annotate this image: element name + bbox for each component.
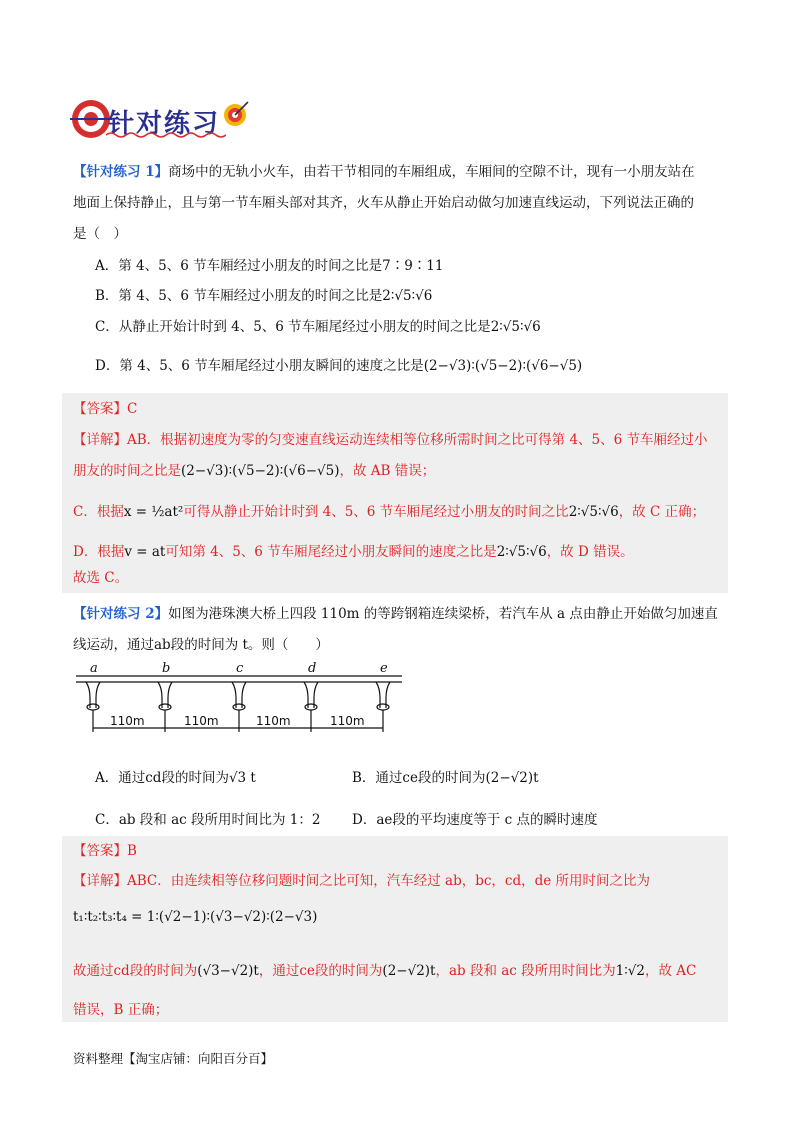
a2-answer-line — [73, 842, 137, 860]
a2-detail-line2: t₁∶t₂∶t₃∶t₄ = 1∶(√2−1)∶(√3−√2)∶(2−√3) — [73, 909, 318, 925]
a1-answer: C — [127, 401, 138, 417]
q1-option-a: A．第 4、5、6 节车厢经过小朋友的时间之比是7∶9∶11 — [95, 258, 444, 274]
a2-d3-mid2: ，ab 段和 ac 段所用时间比为 — [435, 963, 616, 979]
footer-source: 资料整理【淘宝店铺：向阳百分百】 — [73, 1051, 274, 1066]
q1-tag: 【针对练习 1】 — [73, 164, 169, 180]
a1-d3-mid: 可得从静止开始计时到 4、5、6 节车厢尾经过小朋友的时间之比 — [183, 504, 569, 520]
a1-detail-line2 — [73, 462, 435, 480]
span-label-bc: 110m — [184, 714, 219, 728]
q2-tag: 【针对练习 2】 — [73, 606, 169, 622]
q1-line3: 是（ ） — [73, 226, 127, 242]
a2-d3-m3: 1∶√2 — [615, 963, 645, 979]
a2-d3-pre: 故通过cd段的时间为 — [73, 963, 198, 979]
a1-detail-line3 — [73, 503, 705, 521]
pier-a — [86, 682, 100, 710]
a1-d4-pre: D．根据 — [73, 544, 125, 560]
a1-d3-post: ，故 C 正确； — [618, 504, 706, 520]
bridge-diagram — [72, 658, 412, 736]
q2-option-a: A．通过cd段的时间为√3 t — [95, 770, 256, 786]
point-label-e: e — [380, 661, 388, 676]
q1-text1: 商场中的无轨小火车，由若干节相同的车厢组成，车厢间的空隙不计，现有一小朋友站在 — [168, 164, 695, 180]
q1-option-b-text: B．第 4、5、6 节车厢经过小朋友的时间之比是 — [95, 288, 383, 304]
q1-line1 — [73, 163, 695, 181]
a1-answer-line — [73, 400, 137, 418]
a1-d3-math: 2∶√5∶√6 — [568, 504, 619, 520]
q2-line1 — [73, 605, 718, 623]
answer-box-2 — [62, 836, 728, 1022]
point-label-c: c — [236, 661, 244, 676]
q1-option-c-math: 2∶√5∶√6 — [490, 319, 541, 335]
a1-d2-pre: 朋友的时间之比是 — [73, 463, 181, 479]
a2-d3-m2: (2−√2)t — [382, 963, 436, 979]
a1-detail-tag: 【详解】 — [73, 432, 127, 448]
span-label-ab: 110m — [110, 714, 145, 728]
a2-d3-mid: ，通过ce段的时间为 — [258, 963, 383, 979]
q2-line2: 线运动，通过ab段的时间为 t。则（ ） — [73, 637, 329, 653]
pier-b — [158, 682, 172, 710]
point-label-a: a — [90, 661, 98, 676]
q1-option-d-text: D．第 4、5、6 节车厢尾经过小朋友瞬间的速度之比是 — [95, 358, 424, 374]
a1-detail-line5: 故选 C。 — [73, 570, 129, 586]
a1-d3-formula: x = ½at² — [123, 504, 184, 520]
wavy-underline — [106, 131, 226, 139]
q2-option-d: D．ae段的平均速度等于 c 点的瞬时速度 — [352, 812, 598, 828]
pier-e — [376, 682, 390, 710]
a1-answer-tag: 【答案】 — [73, 401, 127, 417]
q1-option-b — [95, 287, 432, 305]
q2-option-c: C．ab 段和 ac 段所用时间比为 1：2 — [95, 812, 321, 828]
q2-option-b: B．通过ce段的时间为(2−√2)t — [352, 770, 539, 786]
a2-detail-text1: ABC．由连续相等位移问题时间之比可知，汽车经过 ab，bc，cd，de 所用时间之比为 — [127, 873, 651, 889]
pier-c — [232, 682, 246, 710]
span-label-cd: 110m — [256, 714, 291, 728]
a1-d4-formula: v = at — [124, 544, 166, 560]
q1-option-d-math: (2−√3)∶(√5−2)∶(√6−√5) — [423, 358, 583, 374]
a2-detail-tag: 【详解】 — [73, 873, 127, 889]
section-title: 针对练习 — [108, 109, 221, 139]
a2-answer: B — [127, 843, 137, 859]
answer-box-1 — [62, 393, 728, 593]
a2-detail-line3 — [73, 962, 696, 980]
a2-detail-line1 — [73, 872, 650, 890]
a1-detail-text1: AB．根据初速度为零的匀变速直线运动连续相等位移所需时间之比可得第 4、5、6 节车厢经过小 — [127, 432, 708, 448]
dart-target-icon — [222, 100, 250, 128]
q1-option-d — [95, 357, 582, 375]
a2-detail-line4: 错误，B 正确； — [73, 1002, 169, 1018]
a1-d2-post: ，故 AB 错误； — [339, 463, 436, 479]
a1-detail-line4 — [73, 543, 634, 561]
q1-option-c — [95, 318, 541, 336]
q1-option-c-text: C．从静止开始计时到 4、5、6 节车厢尾经过小朋友的时间之比是 — [95, 319, 491, 335]
a2-d3-m1: (√3−√2)t — [197, 963, 259, 979]
a2-answer-tag: 【答案】 — [73, 843, 127, 859]
a1-d4-post: ，故 D 错误。 — [546, 544, 634, 560]
q1-option-b-math: 2∶√5∶√6 — [382, 288, 433, 304]
a1-d4-mid: 可知第 4、5、6 节车厢尾经过小朋友瞬间的速度之比是 — [165, 544, 497, 560]
point-label-b: b — [162, 661, 171, 676]
a1-d3-pre: C．根据 — [73, 504, 124, 520]
span-label-de: 110m — [330, 714, 365, 728]
pier-d — [304, 682, 318, 710]
a1-d2-math: (2−√3)∶(√5−2)∶(√6−√5) — [181, 463, 340, 479]
a2-d3-post: ，故 AC — [644, 963, 697, 979]
point-label-d: d — [308, 661, 317, 676]
q1-line2: 地面上保持静止，且与第一节车厢头部对其齐，火车从静止开始启动做匀加速直线运动，下列说法正确的 — [73, 195, 694, 211]
a1-d4-math: 2∶√5∶√6 — [496, 544, 547, 560]
a1-detail-line1 — [73, 431, 708, 449]
q2-text1: 如图为港珠澳大桥上四段 110m 的等跨钢箱连续梁桥，若汽车从 a 点由静止开始做匀加速直 — [168, 606, 718, 622]
